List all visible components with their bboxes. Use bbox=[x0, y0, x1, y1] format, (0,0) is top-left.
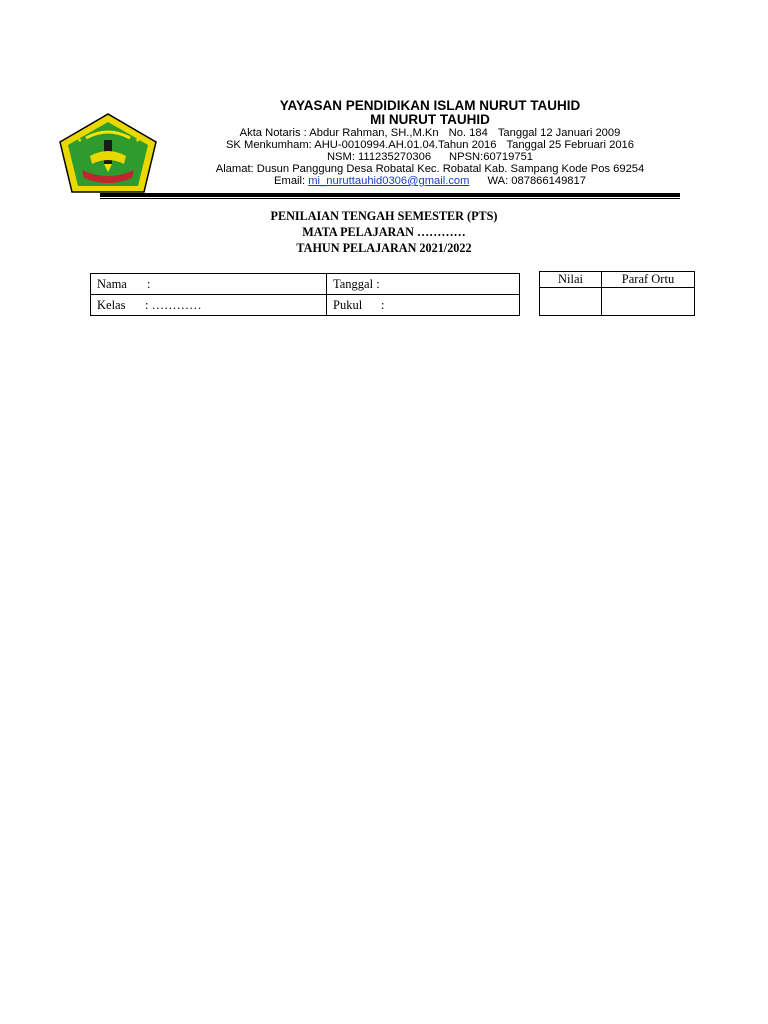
logo-star-right-icon: ★ bbox=[135, 138, 141, 144]
exam-title-line1: PENILAIAN TENGAH SEMESTER (PTS) bbox=[270, 209, 498, 223]
kelas-label: Kelas bbox=[97, 297, 126, 312]
school-name: MI NURUT TAUHID bbox=[370, 112, 490, 127]
table-row bbox=[540, 288, 695, 316]
exam-title bbox=[130, 208, 638, 256]
logo-star-top-right-icon: ★ bbox=[124, 128, 129, 134]
sk-label: SK Menkumham: AHU-0010994.AH.01.04.Tahun 2016 bbox=[225, 139, 497, 151]
nsm: NSM: 111235270306 bbox=[326, 151, 432, 163]
exam-title-line3: TAHUN PELAJARAN 2021/2022 bbox=[296, 241, 472, 255]
header-divider-thick bbox=[100, 193, 680, 197]
kelas-value: : ………… bbox=[145, 297, 202, 312]
table-row bbox=[91, 274, 520, 295]
sk-date: Tanggal 25 Februari 2016 bbox=[506, 139, 635, 151]
logo-star-left-icon: ★ bbox=[77, 138, 83, 144]
kelas-field[interactable] bbox=[91, 295, 327, 316]
nama-label: Nama bbox=[97, 276, 127, 291]
logo-star-top-left-icon: ★ bbox=[86, 128, 91, 134]
foundation-name: YAYASAN PENDIDIKAN ISLAM NURUT TAUHID bbox=[279, 98, 581, 113]
nilai-box[interactable] bbox=[540, 288, 602, 316]
nama-colon: : bbox=[147, 276, 151, 291]
pukul-field[interactable] bbox=[327, 295, 520, 316]
nama-field[interactable] bbox=[91, 274, 327, 295]
letterhead bbox=[180, 98, 680, 187]
whatsapp-number: WA: 087866149817 bbox=[487, 175, 586, 187]
email-label: Email: bbox=[274, 175, 306, 187]
header-divider-thin bbox=[100, 198, 680, 199]
tanggal-label: Tanggal : bbox=[333, 276, 380, 291]
npsn: NPSN:60719751 bbox=[449, 151, 534, 163]
email-link[interactable]: mi_nuruttauhid0306@gmail.com bbox=[308, 175, 470, 187]
school-logo bbox=[58, 112, 158, 194]
table-row bbox=[540, 272, 695, 288]
notary-label: Akta Notaris : Abdur Rahman, SH.,M.Kn bbox=[239, 127, 439, 139]
sk-line bbox=[180, 139, 680, 151]
nilai-header: Nilai bbox=[540, 272, 602, 288]
pukul-colon: : bbox=[381, 297, 385, 312]
contact-line bbox=[180, 175, 680, 187]
pukul-label: Pukul bbox=[333, 297, 363, 312]
notary-line bbox=[180, 127, 680, 139]
student-info-table bbox=[90, 273, 520, 316]
address-line: Alamat: Dusun Panggung Desa Robatal Kec. Robatal Kab. Sampang Kode Pos 69254 bbox=[215, 163, 645, 175]
paraf-box[interactable] bbox=[602, 288, 695, 316]
paraf-header: Paraf Ortu bbox=[602, 272, 695, 288]
table-row bbox=[91, 295, 520, 316]
exam-title-line2: MATA PELAJARAN ………… bbox=[302, 225, 466, 239]
nsm-line bbox=[180, 151, 680, 163]
notary-date: Tanggal 12 Januari 2009 bbox=[497, 127, 621, 139]
score-table bbox=[539, 271, 695, 316]
notary-number: No. 184 bbox=[448, 127, 488, 139]
tanggal-field[interactable] bbox=[327, 274, 520, 295]
